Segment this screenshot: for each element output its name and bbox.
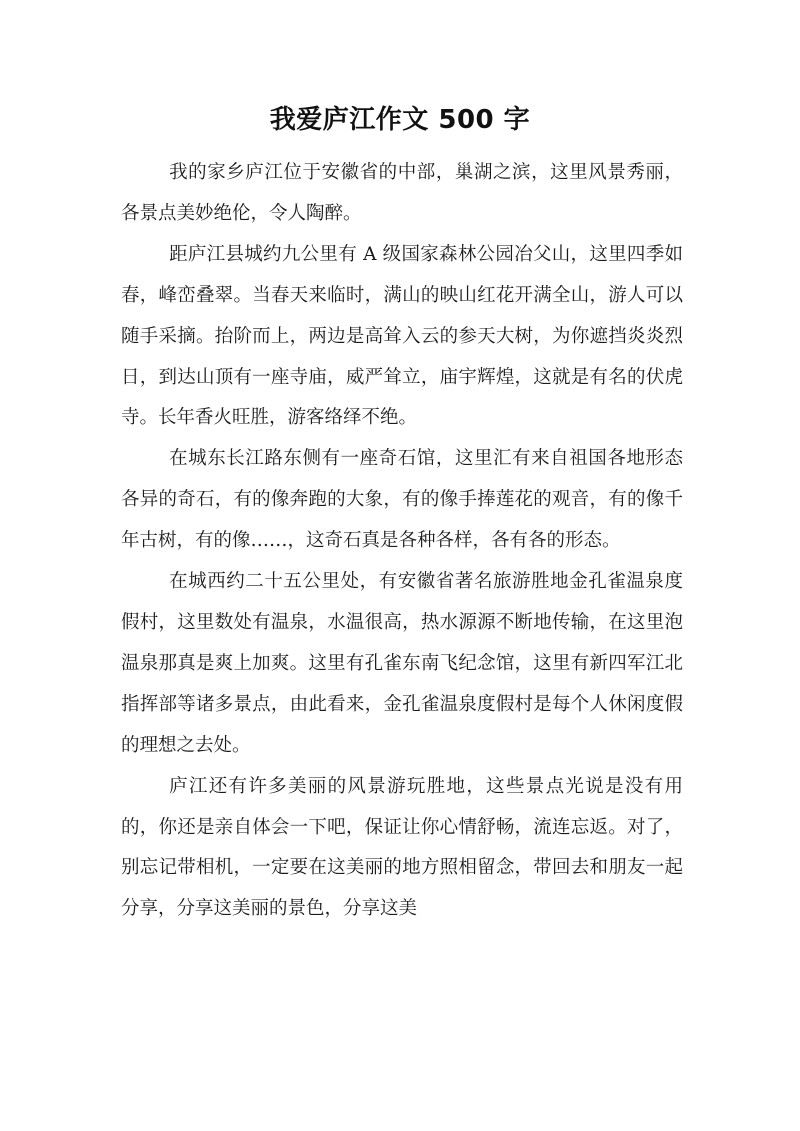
document-title: 我爱庐江作文 500 字 — [269, 105, 531, 135]
document-body — [121, 153, 683, 930]
paragraph-3: 在城东长江路东侧有一座奇石馆，这里汇有来自祖国各地形态各异的奇石，有的像奔跑的大象，有的像手捧莲花的观音，有的像千年古树，有的像……，这奇石真是各种各样，各有各的形态。 — [121, 448, 683, 552]
paragraph-2: 距庐江县城约九公里有 A 级国家森林公园冶父山，这里四季如春，峰峦叠翠。当春天来临时，满山的映山红花开满全山，游人可以随手采摘。抬阶而上，两边是高耸入云的参天大树，为你遮挡炎炎烈日，到达山顶有一座寺庙，威严耸立，庙宇辉煌，这就是有名的伏虎寺。长年香火旺胜，游客络绎不绝。 — [121, 243, 683, 429]
paragraph-4: 在城西约二十五公里处，有安徽省著名旅游胜地金孔雀温泉度假村，这里数处有温泉，水温很高，热水源源不断地传输，在这里泡温泉那真是爽上加爽。这里有孔雀东南飞纪念馆，这里有新四军江北指挥部等诸多景点，由此看来，金孔雀温泉度假村是每个人休闲度假的理想之去处。 — [121, 571, 683, 756]
paragraph-1: 我的家乡庐江位于安徽省的中部，巢湖之滨，这里风景秀丽，各景点美妙绝伦，令人陶醉。 — [121, 162, 683, 224]
paragraph-5: 庐江还有许多美丽的风景游玩胜地，这些景点光说是没有用的，你还是亲自体会一下吧，保证让你心情舒畅，流连忘返。对了，别忘记带相机，一定要在这美丽的地方照相留念，带回去和朋友一起分享，分享这美丽的景色，分享这美 — [121, 775, 683, 920]
